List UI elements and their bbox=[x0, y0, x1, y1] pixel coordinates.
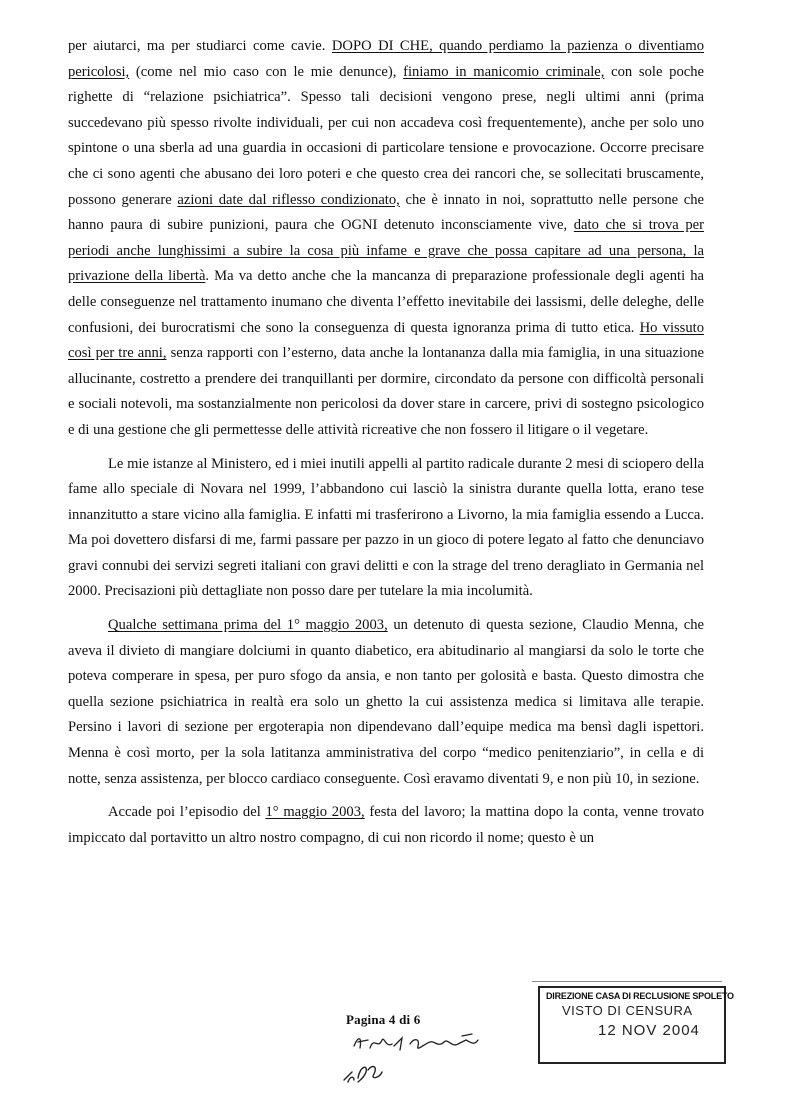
text-segment: un detenuto di questa sezione, Claudio Menna, che aveva il divieto di mangiare dolciumi in quanto diabetico, era abitudinario al mangiarsi da solo le torte che poteva comperare in spesa, per puro sfogo da ansia, e non tanto per golosità e basta. Questo dimostra che quella sezione psichiatrica in realtà era solo un ghetto la cui assistenza medica si limitava alle terapie. Persino i lavori di sezione per ergoterapia non dipendevano dall’equipe medica ma bensì dagli ispettori. Menna è così morto, per la sola latitanza amministrativa del corpo “medico penitenziario”, in cella e di notte, senza assistenza, per blocco cardiaco conseguente. Così eravamo diventati 9, e non più 10, in sezione. bbox=[68, 617, 704, 787]
text-segment: (come nel mio caso con le mie denunce), bbox=[129, 63, 404, 80]
paragraph-1 bbox=[68, 34, 704, 444]
censorship-stamp bbox=[538, 986, 734, 1064]
underlined-phrase: dato che si trova per periodi anche lunghissimi a subire la cosa più infame e grave che possa capitare ad una persona, la privazione della libertà bbox=[68, 217, 704, 285]
text-segment: con sole poche righette di “relazione psichiatrica”. Spesso tali decisioni vengono prese, negli ultimi anni (prima succedevano più spesso rivolte individuali, per cui non accadeva così frequentemente), anche per solo uno spintone o una sberla ad una guardia in occasioni di particolare tensione e provocazione. Occorre precisare che ci sono agenti che abusano dei loro poteri e che questo crea dei rancori che, se sollecitati bruscamente, possono generare bbox=[68, 63, 704, 208]
text-segment: per aiutarci, ma per studiarci come cavie. bbox=[68, 38, 332, 54]
page-number: Pagina 4 di 6 bbox=[346, 1012, 421, 1027]
underlined-phrase: DOPO DI CHE, quando perdiamo la pazienza o diventiamo pericolosi, bbox=[68, 38, 704, 80]
text-segment: Accade poi l’episodio del bbox=[108, 804, 266, 821]
text-segment: che è innato in noi, soprattutto nelle persone che hanno paura di subire punizioni, paura che OGNI detenuto inconsciamente vive, bbox=[68, 191, 704, 234]
text-segment: Le mie istanze al Ministero, ed i miei inutili appelli al partito radicale durante 2 mesi di sciopero della fame allo speciale di Novara nel 1999, l’abbandono cui lasciò la sinistra durante quella lotta, erano tese innanzitutto a stare vicino alla famiglia. E infatti mi trasferirono a Livorno, la mia famiglia essendo a Lucca. Ma poi dovettero disfarsi di me, farmi passare per pazzo in un gioco di potere legato al fatto che denunciavo gravi connubi dei servizi segreti italiani con gravi delitti e con la strage del treno deragliato in Germania nel 2000. Precisazioni più dettagliate non posso dare per tutelare la mia incolumità. bbox=[68, 455, 704, 600]
stamp-date: 12 NOV 2004 bbox=[598, 1022, 700, 1039]
underlined-phrase: Ho vissuto così per tre anni, bbox=[68, 319, 705, 362]
paragraph-4 bbox=[68, 800, 704, 851]
letter-body bbox=[68, 34, 704, 859]
text-segment: . Ma va detto anche che la mancanza di preparazione professionale degli agenti ha delle conseguenze nel trattamento inumano che diventa l’effetto inevitabile dei lassismi, delle deleghe, delle confusioni, dei burocratismi che sono la conseguenza di questa ignoranza prima di tutto etica. bbox=[68, 268, 704, 336]
text-segment: senza rapporti con l’esterno, data anche la lontananza dalla mia famiglia, in una situazione allucinante, costretto a prendere dei tranquillanti per dormire, circondato da persone con difficoltà personali e sociali notevoli, ma sostanzialmente non pericolosi da dover stare in carcere, privi di sostegno psicologico e di una gestione che gli permettesse delle attività ricreative che non fossero il litigare o il vegetare. bbox=[68, 345, 704, 438]
underlined-phrase: 1° maggio 2003, bbox=[265, 804, 365, 821]
underlined-phrase: azioni date dal riflesso condizionato, bbox=[177, 191, 400, 208]
text-segment: festa del lavoro; la mattina dopo la conta, venne trovato impiccato dal portavitto un altro nostro compagno, di cui non ricordo il nome; questo è un bbox=[68, 804, 705, 846]
stamp-visto-label: VISTO DI CENSURA bbox=[562, 1003, 693, 1018]
stamp-scribble-line bbox=[532, 981, 722, 982]
stamp-header: DIREZIONE CASA DI RECLUSIONE SPOLETO bbox=[546, 991, 734, 1001]
underlined-phrase: finiamo in manicomio criminale, bbox=[403, 63, 605, 80]
paragraph-3 bbox=[68, 613, 704, 792]
paragraph-2 bbox=[68, 452, 704, 606]
underlined-phrase: Qualche settimana prima del 1° maggio 2003, bbox=[108, 617, 388, 634]
handwritten-signature bbox=[350, 1030, 490, 1056]
handwritten-initials bbox=[340, 1058, 400, 1088]
